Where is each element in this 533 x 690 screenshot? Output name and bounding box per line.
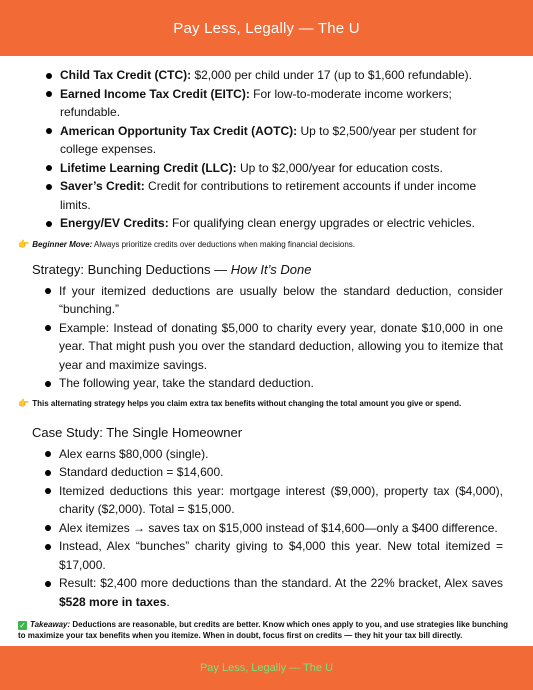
footer-text: Pay Less, Legally — The U <box>199 662 334 674</box>
case-study-list <box>0 445 533 612</box>
list-item <box>60 66 500 85</box>
credit-label: Child Tax Credit (CTC): <box>60 68 192 82</box>
case-study-heading: Case Study: The Single Homeowner <box>32 424 243 440</box>
list-item <box>60 214 500 233</box>
credits-list <box>0 66 533 233</box>
list-item: The following year, take the standard deduction. <box>59 374 503 393</box>
checkmark-icon: ✓ <box>19 621 26 630</box>
list-item: Itemized deductions this year: mortgage interest ($9,000), property tax ($4,000), charity ($2,000). Total = $15,000. <box>59 482 503 519</box>
note-text: Always prioritize credits over deductions when making financial decisions. <box>92 239 356 249</box>
credit-text: For qualifying clean energy upgrades or electric vehicles. <box>168 216 475 230</box>
list-item: If your itemized deductions are usually below the standard deduction, consider “bunching.” <box>59 282 503 319</box>
result-bold: $528 more in taxes <box>59 594 167 609</box>
list-item-result <box>59 574 503 611</box>
credit-label: American Opportunity Tax Credit (AOTC): <box>60 123 298 138</box>
credit-text: Credit for contributions to retirement accounts if under income limits. <box>60 179 477 212</box>
takeaway-keyword: Takeaway: <box>30 620 71 629</box>
strategy-heading-em: How It’s Done <box>230 261 312 277</box>
list-item: Instead, Alex “bunches” charity giving to $4,000 this year. New total itemized = $17,000. <box>59 537 503 574</box>
pointing-hand-icon: 👉 <box>18 238 30 249</box>
credit-text: For low-to-moderate income workers; refundable. <box>60 86 452 119</box>
list-item <box>60 177 500 214</box>
list-item <box>60 159 500 178</box>
takeaway-text: Deductions are reasonable, but credits are better. Know which ones apply to you, and use strategies like bunching to maximize your tax benefits when you itemize. When in doubt, focus first on credits — they hit your tax bill directly. <box>18 620 509 640</box>
page-content <box>0 66 533 641</box>
list-item: Standard deduction = $14,600. <box>59 463 503 482</box>
note-text: This alternating strategy helps you claim extra tax benefits without changing the total amount you give or spend. <box>32 398 462 408</box>
strategy-heading <box>32 262 533 277</box>
credit-label: Lifetime Learning Credit (LLC): <box>60 160 237 175</box>
list-item: Alex earns $80,000 (single). <box>59 445 503 464</box>
header-title: Pay Less, Legally — The U <box>173 19 360 37</box>
credit-label: Earned Income Tax Credit (EITC): <box>60 86 250 101</box>
strategy-list <box>0 282 533 393</box>
credit-text: $2,000 per child under 17 (up to $1,600 refundable). <box>191 68 472 82</box>
credit-label: Saver’s Credit: <box>60 179 145 193</box>
list-item: Example: Instead of donating $5,000 to charity every year, donate $10,000 in one year. That might push you over the standard deduction, allowing you to itemize that year and maximize savings. <box>59 319 503 375</box>
pointing-hand-icon: 👉 <box>18 397 30 408</box>
list-item <box>60 122 500 159</box>
credit-text: Up to $2,000/year for education costs. <box>236 160 443 175</box>
credit-text: Up to $2,500/year per student for college expenses. <box>60 123 477 156</box>
beginner-note <box>18 239 516 250</box>
page-footer <box>0 646 533 690</box>
list-item: Alex itemizes → saves tax on $15,000 instead of $14,600—only a $400 difference. <box>59 519 503 538</box>
strategy-note <box>18 398 516 409</box>
page-header <box>0 0 533 56</box>
credit-label: Energy/EV Credits: <box>60 216 169 230</box>
result-text: Result: $2,400 more deductions than the standard. At the 22% bracket, Alex saves <box>59 576 503 590</box>
note-keyword: Beginner Move: <box>32 239 93 249</box>
takeaway-note <box>18 619 516 641</box>
result-end: . <box>166 594 170 609</box>
strategy-heading-text: Strategy: Bunching Deductions — <box>32 261 231 277</box>
list-item <box>60 85 500 122</box>
